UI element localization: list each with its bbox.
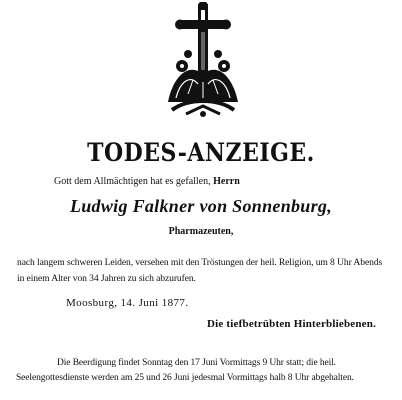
paragraph-line-1: nach langem schweren Leiden, versehen mit den Tröstungen der heil. Religion, um 8 Uhr Abends xyxy=(17,257,383,268)
deceased-occupation: Pharmazeuten, xyxy=(168,226,234,237)
intro-text: Gott dem Allmächtigen hat es gefallen, xyxy=(54,176,211,187)
cross-ornament xyxy=(158,2,248,120)
funeral-line-2: Seelengottesdienste werden am 25 und 26 Juni jedesmal Vormittags halb 8 Uhr abgehalten. xyxy=(16,373,354,383)
paragraph-line-2: in einem Alter von 34 Jahren zu sich abzurufen. xyxy=(17,273,196,284)
cross-with-flowers-icon xyxy=(158,2,248,120)
notice-title: TODES-ANZEIGE. xyxy=(87,138,315,168)
signature: Die tiefbetrübten Hinterbliebenen. xyxy=(207,318,377,330)
funeral-line-1: Die Beerdigung findet Sonntag den 17 Juni Vormittags 9 Uhr statt; die heil. xyxy=(57,358,336,368)
deceased-name: Ludwig Falkner von Sonnenburg, xyxy=(69,196,333,216)
intro-line xyxy=(54,176,240,187)
intro-word: Herrn xyxy=(213,176,240,187)
place-date: Moosburg, 14. Juni 1877. xyxy=(66,297,189,309)
